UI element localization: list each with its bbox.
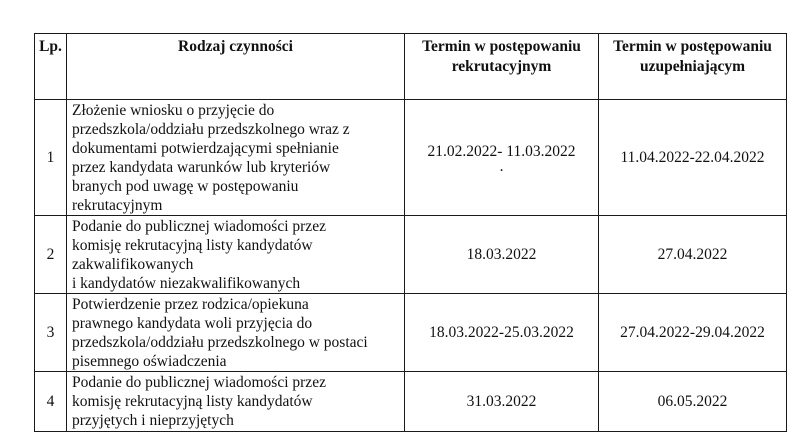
table-header-row	[35, 34, 787, 100]
term-supplementary-cell: 27.04.2022	[599, 216, 787, 294]
row-number: 2	[35, 216, 67, 294]
row-number: 4	[35, 372, 67, 432]
term-recruitment-cell: 18.03.2022	[405, 216, 599, 294]
header-activity: Rodzaj czynności	[67, 34, 405, 100]
activity-cell: Potwierdzenie przez rodzica/opiekuna prawnego kandydata woli przyjęcia do przedszkola/oddziału przedszkolnego w postaci pisemnego oświadczenia	[67, 294, 405, 372]
header-lp: Lp.	[35, 34, 67, 100]
activity-cell: Podanie do publicznej wiadomości przez komisję rekrutacyjną listy kandydatów zakwalifikowanych i kandydatów niezakwalifikowanych	[67, 216, 405, 294]
row-number: 1	[35, 100, 67, 216]
table-row	[35, 100, 787, 216]
term-recruitment-cell: 18.03.2022-25.03.2022	[405, 294, 599, 372]
table-row	[35, 216, 787, 294]
header-term-supplementary: Termin w postępowaniu uzupełniającym	[599, 34, 787, 100]
term-supplementary-cell: 06.05.2022	[599, 372, 787, 432]
activity-cell: Podanie do publicznej wiadomości przez komisję rekrutacyjną listy kandydatów przyjętych i nieprzyjętych	[67, 372, 405, 432]
header-term-recruitment: Termin w postępowaniu rekrutacyjnym	[405, 34, 599, 100]
term-supplementary-cell: 11.04.2022-22.04.2022	[599, 100, 787, 216]
term-supplementary-cell: 27.04.2022-29.04.2022	[599, 294, 787, 372]
table-row	[35, 294, 787, 372]
row-number: 3	[35, 294, 67, 372]
term-recruitment-cell: 31.03.2022	[405, 372, 599, 432]
recruitment-schedule-table	[34, 33, 787, 432]
term-recruitment-cell: 21.02.2022- 11.03.2022 .	[405, 100, 599, 216]
table-row	[35, 372, 787, 432]
activity-cell: Złożenie wniosku o przyjęcie do przedszkola/oddziału przedszkolnego wraz z dokumentami potwierdzającymi spełnianie przez kandydata warunków lub kryteriów branych pod uwagę w postępowaniu rekrutacyjnym	[67, 100, 405, 216]
